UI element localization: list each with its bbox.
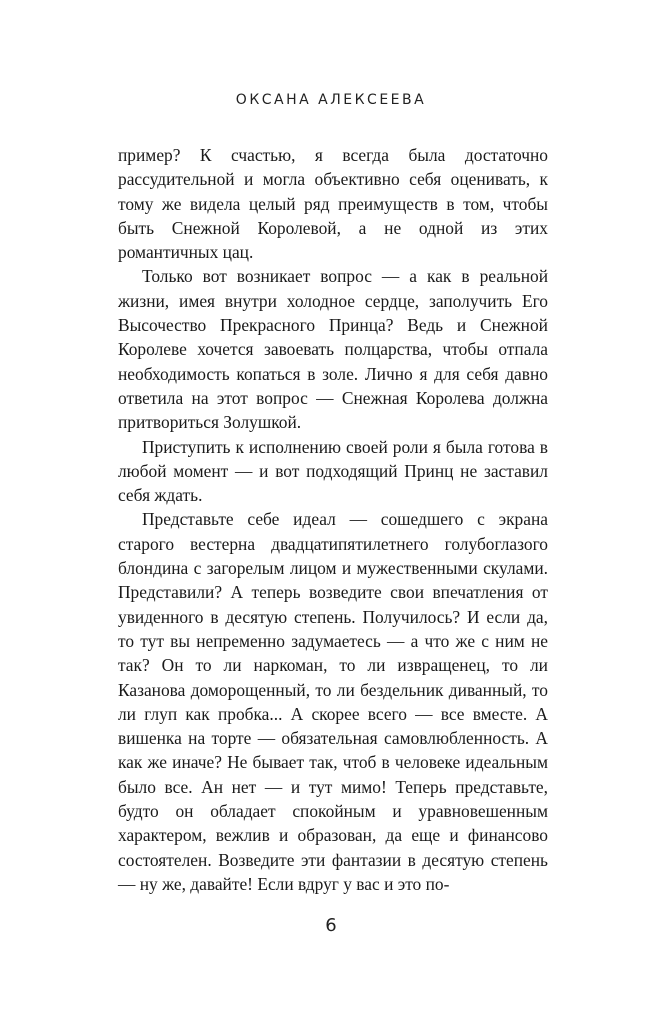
paragraph-4: Представьте себе идеал — сошедшего с экрана старого вестерна двадцатипятилетнего голубоглазого блондина с загорелым лицом и мужественными скулами. Представили? А теперь возведите свои впечатления от увиденного в десятую степень. Получилось? И если да, то тут вы непременно задумаетесь — а что же с ним не так? Он то ли наркоман, то ли извращенец, то ли Казанова доморощенный, то ли бездельник диванный, то ли глуп как пробка... А скорее всего — все вместе. А вишенка на торте — обязательная самовлюбленность. А как же иначе? Не бывает так, чтоб в человеке идеальным было все. Ан нет — и тут мимо! Теперь представьте, будто он обладает спокойным и уравновешенным характером, вежлив и образован, да еще и финансово состоятелен. Возведите эти фантазии в десятую степень — ну же, давайте! Если вдруг у вас и это по- [118,509,548,894]
paragraph-2: Только вот возникает вопрос — а как в реальной жизни, имея внутри холодное сердце, заполучить Его Высочество Прекрасного Принца? Ведь и Снежной Королеве хочется завоевать полцарства, чтобы отпала необходимость копаться в золе. Лично я для себя давно ответила на этот вопрос — Снежная Королева должна притвориться Золушкой. [118,266,548,433]
body-text [118,143,548,896]
paragraph-1: пример? К счастью, я всегда была достаточно рассудительной и могла объективно себя оценивать, к тому же видела целый ряд преимуществ в том, чтобы быть Снежной Королевой, а не одной из этих романтичных цац. [118,145,548,263]
paragraph-3: Приступить к исполнению своей роли я была готова в любой момент — и вот подходящий Принц не заставил себя ждать. [118,436,548,506]
running-head: ОКСАНА АЛЕКСЕЕВА [235,92,427,108]
page-number: 6 [325,915,337,936]
